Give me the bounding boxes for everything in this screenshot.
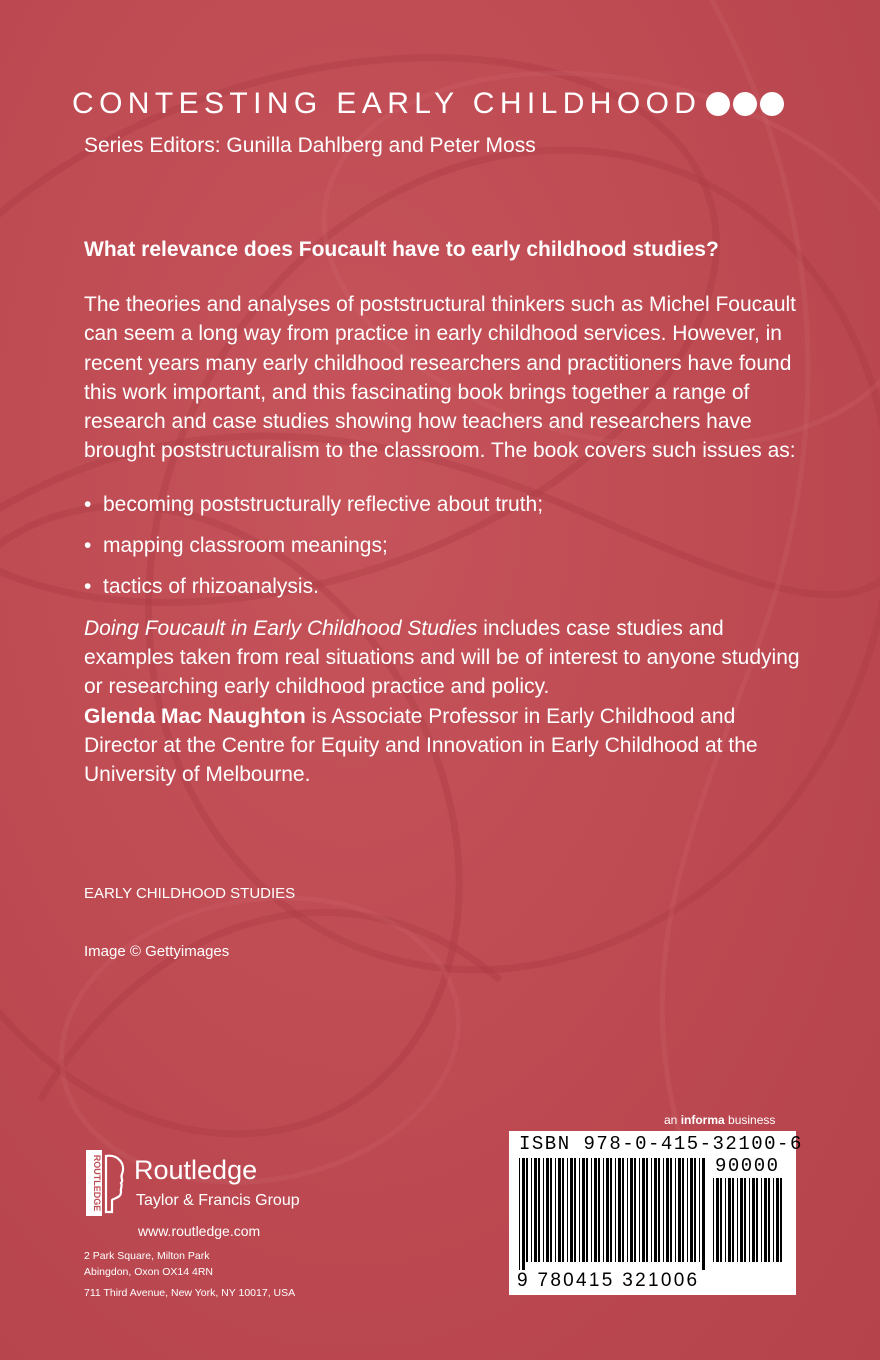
author-bio: Glenda Mac Naughton is Associate Professor in Early Childhood and Director at the Centre for Equity and Innovation in Early Childhood at the University of Melbourne. xyxy=(84,704,758,787)
headline-question: What relevance does Foucault have to early childhood studies? xyxy=(84,238,719,261)
barcode-bar xyxy=(702,1158,705,1270)
barcode-bar xyxy=(603,1158,604,1262)
barcode-bar xyxy=(639,1158,640,1262)
price-code: 90000 xyxy=(715,1155,780,1177)
barcode-bar xyxy=(618,1158,621,1262)
barcode-bar xyxy=(570,1158,573,1262)
barcode-box xyxy=(509,1131,803,1295)
barcode-bar xyxy=(550,1158,552,1262)
barcode-bar xyxy=(591,1158,592,1262)
barcode-bar xyxy=(658,1158,660,1262)
barcode-bar xyxy=(579,1158,580,1262)
dot-ornament xyxy=(733,92,757,116)
description xyxy=(84,290,804,789)
addon-barcode xyxy=(713,1178,787,1290)
publisher-group: Taylor & Francis Group xyxy=(136,1192,300,1209)
list-item: • becoming poststructurally reflective about truth; xyxy=(84,490,804,519)
address-line: 711 Third Avenue, New York, NY 10017, USA xyxy=(84,1287,296,1299)
barcode-bar xyxy=(574,1158,576,1262)
informa-tagline: an informa business xyxy=(664,1113,776,1127)
barcode-bar xyxy=(630,1158,633,1262)
bullet-icon: • xyxy=(84,575,92,599)
bullet-icon: • xyxy=(84,492,92,516)
ean-digits: 9 780415 321006 xyxy=(517,1270,700,1291)
barcode-bar xyxy=(586,1158,588,1262)
barcode-bar xyxy=(773,1178,774,1262)
barcode-bar xyxy=(675,1158,676,1262)
barcode-bar xyxy=(526,1158,528,1262)
list-item: • mapping classroom meanings; xyxy=(84,531,804,560)
barcode-bar xyxy=(519,1158,520,1270)
barcode-bar xyxy=(642,1158,645,1262)
barcode-bar xyxy=(538,1158,540,1262)
ean-barcode xyxy=(519,1158,709,1270)
logo-text: ROUTLEDGE xyxy=(92,1154,102,1212)
publisher-name: Routledge xyxy=(134,1155,258,1185)
barcode-bar xyxy=(666,1158,669,1262)
barcode-bar xyxy=(716,1178,719,1262)
barcode-bar xyxy=(687,1158,688,1262)
barcode-bar xyxy=(761,1178,762,1262)
barcode-bar xyxy=(713,1178,714,1262)
barcode-bar xyxy=(615,1158,616,1262)
isbn-text: ISBN 978-0-415-32100-6 xyxy=(519,1133,803,1155)
address-line: Abingdon, Oxon OX14 4RN xyxy=(84,1265,213,1278)
dot-ornament xyxy=(706,92,730,116)
list-item: • tactics of rhizoanalysis. xyxy=(84,572,804,601)
barcode-bar xyxy=(699,1158,700,1262)
barcode-bar xyxy=(622,1158,624,1262)
series-editors: Series Editors: Gunilla Dahlberg and Peter Moss xyxy=(84,134,536,157)
barcode-bar xyxy=(756,1178,758,1262)
barcode-bar xyxy=(720,1178,722,1262)
barcode-bar xyxy=(654,1158,657,1262)
barcode-bar xyxy=(768,1178,770,1262)
barcode-bar xyxy=(598,1158,600,1262)
barcode-bar xyxy=(531,1158,532,1262)
barcode-bar xyxy=(663,1158,664,1262)
barcode-bar xyxy=(546,1158,549,1262)
barcode-bar xyxy=(558,1158,561,1262)
image-credit: Image © Gettyimages xyxy=(84,943,230,960)
author-name: Glenda Mac Naughton xyxy=(84,704,306,728)
barcode-bar xyxy=(567,1158,568,1262)
series-title: CONTESTING EARLY CHILDHOOD xyxy=(72,87,702,120)
barcode-bar xyxy=(594,1158,597,1262)
barcode-bar xyxy=(744,1178,746,1262)
barcode-bar xyxy=(764,1178,767,1262)
barcode-bar xyxy=(534,1158,537,1262)
barcode-bar xyxy=(690,1158,693,1262)
dot-ornament xyxy=(760,92,784,116)
barcode-bar xyxy=(606,1158,609,1262)
bullet-icon: • xyxy=(84,534,92,558)
barcode-bar xyxy=(732,1178,734,1262)
barcode-bar xyxy=(682,1158,684,1262)
barcode-bar xyxy=(582,1158,585,1262)
routledge-head-icon xyxy=(84,1150,128,1216)
routledge-logo xyxy=(84,1150,128,1221)
closing-paragraph: Doing Foucault in Early Childhood Studies includes case studies and examples taken from real situations and will be of interest to anyone studying or researching early childhood practice and policy. xyxy=(84,616,800,699)
series-header xyxy=(72,84,784,124)
publisher-website[interactable]: www.routledge.com xyxy=(138,1223,261,1239)
barcode-bar xyxy=(776,1178,779,1262)
barcode-bar xyxy=(780,1178,782,1262)
barcode-bar xyxy=(678,1158,681,1262)
barcode-bar xyxy=(610,1158,612,1262)
barcode-bar xyxy=(670,1158,672,1262)
publisher-address xyxy=(84,1249,295,1302)
barcode-bar xyxy=(752,1178,755,1262)
book-title: Doing Foucault in Early Childhood Studies xyxy=(84,616,478,640)
barcode-bar xyxy=(646,1158,648,1262)
barcode-bar xyxy=(749,1178,750,1262)
barcode-bar xyxy=(725,1178,726,1262)
blurb-paragraph: The theories and analyses of poststructural thinkers such as Michel Foucault can seem a long way from practice in early childhood services. However, in recent years many early childhood researchers and practitioners have found this work important, and this fascinating book brings together a range of research and case studies showing how teachers and researchers have brought poststructuralism to the classroom. The book covers such issues as: xyxy=(84,293,797,463)
barcode-bar xyxy=(728,1178,731,1262)
barcode-bar xyxy=(555,1158,556,1262)
barcode-bar xyxy=(562,1158,564,1262)
barcode-bar xyxy=(543,1158,544,1262)
address-line: 2 Park Square, Milton Park xyxy=(84,1250,210,1262)
barcode-bar xyxy=(737,1178,738,1262)
barcode-bar xyxy=(651,1158,652,1262)
barcode-bar xyxy=(740,1178,743,1262)
issues-list xyxy=(84,490,804,602)
barcode-bar xyxy=(522,1158,525,1270)
series-dots-ornament xyxy=(703,92,784,116)
subject-category: EARLY CHILDHOOD STUDIES xyxy=(84,885,296,902)
barcode-bar xyxy=(627,1158,628,1262)
barcode-bar xyxy=(694,1158,696,1262)
barcode-bar xyxy=(634,1158,636,1262)
